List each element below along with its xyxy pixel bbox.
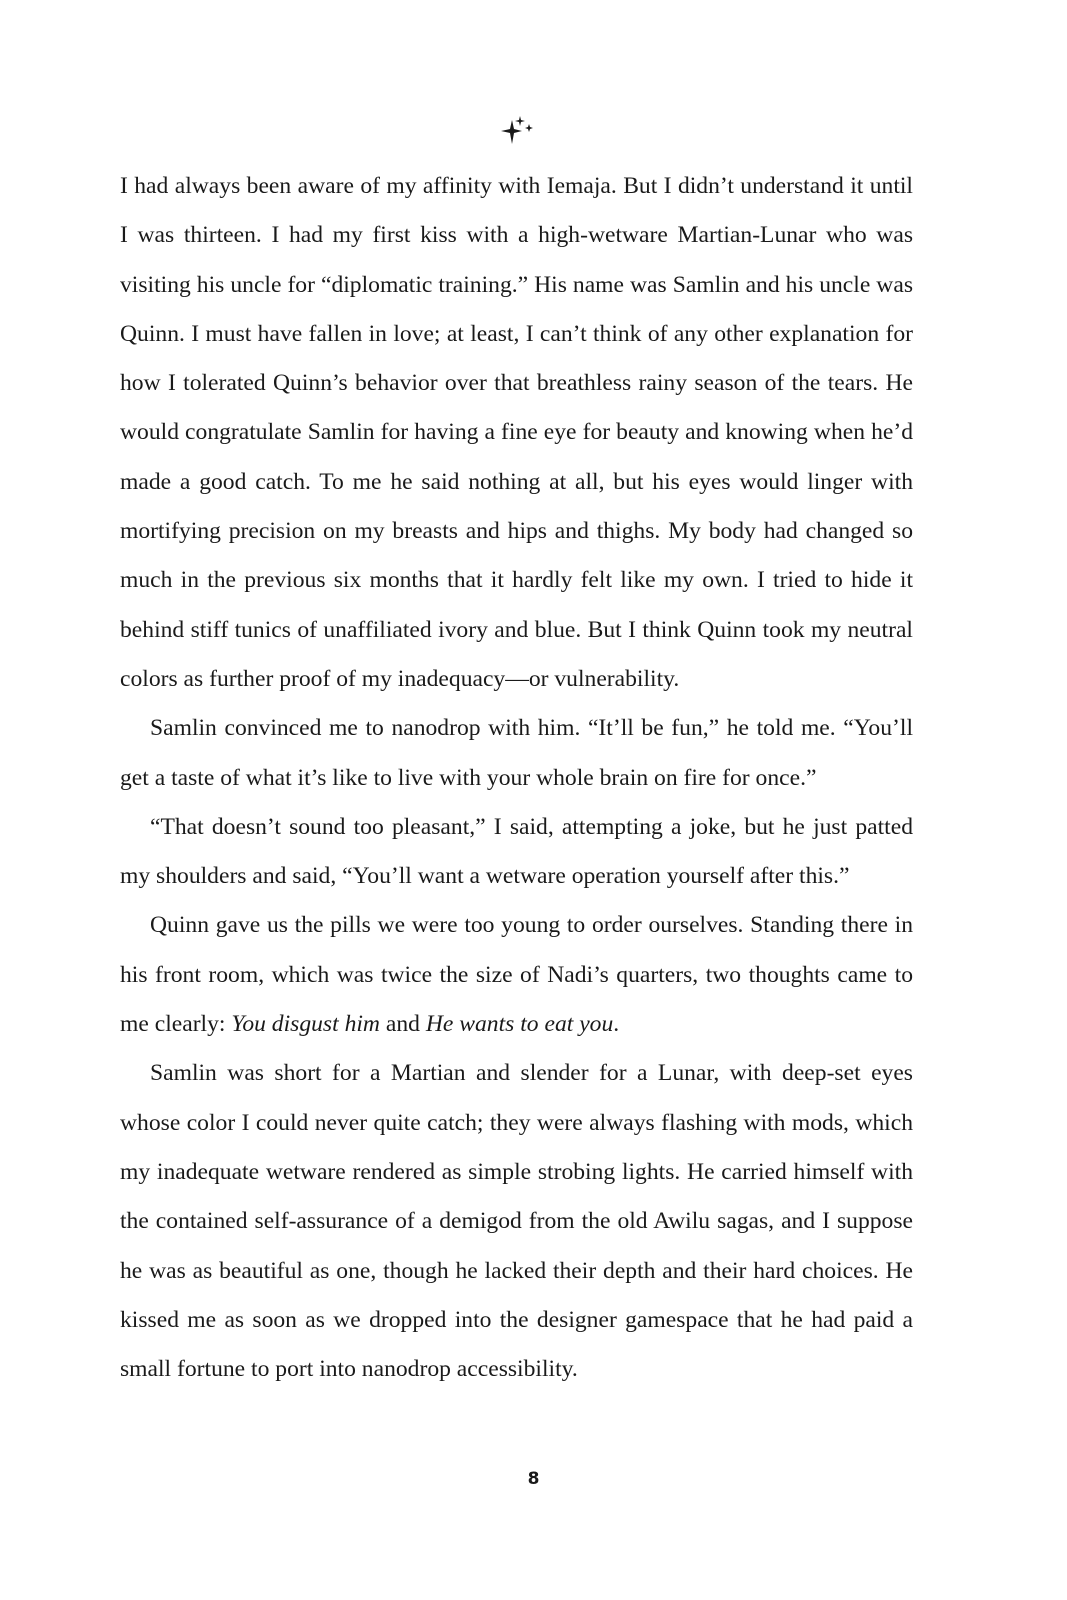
paragraph: I had always been aware of my affinity with Iemaja. But I didn’t understand it until I was thirteen. I had my first kiss with a high-wetware Martian-Lunar who was visiting his uncle for “diplomatic training.” His name was Samlin and his uncle was Quinn. I must have fallen in love; at least, I can’t think of any other explanation for how I tolerated Quinn’s behavior over that breathless rainy season of the tears. He would congratulate Samlin for having a fine eye for beauty and knowing when he’d made a good catch. To me he said nothing at all, but his eyes would linger with mortifying precision on my breasts and hips and thighs. My body had changed so much in the previous six months that it hardly felt like my own. I tried to hide it behind stiff tunics of unaffiliated ivory and blue. But I think Quinn took my neutral colors as further proof of my inadequacy—or vulnerability. bbox=[120, 173, 913, 692]
paragraph bbox=[120, 901, 913, 1049]
sparkle-stars-icon bbox=[498, 114, 538, 148]
body-text bbox=[120, 162, 913, 1394]
italic-phrase: He wants to eat you bbox=[425, 1011, 614, 1038]
paragraph-text: . bbox=[613, 1011, 620, 1038]
italic-phrase: You disgust him bbox=[231, 1011, 380, 1038]
paragraph: “That doesn’t sound too pleasant,” I said, attempting a joke, but he just patted my shoulders and said, “You’ll want a wetware operation yourself after this.” bbox=[120, 813, 913, 890]
paragraph: Samlin convinced me to nanodrop with him. “It’ll be fun,” he told me. “You’ll get a taste of what it’s like to live with your whole brain on fire for once.” bbox=[120, 715, 913, 791]
paragraph: Samlin was short for a Martian and slender for a Lunar, with deep-set eyes whose color I could never quite catch; they were always flashing with mods, which my inadequate wetware rendered as simple strobing lights. He carried himself with the contained self-assurance of a demigod from the old Awilu sagas, and I suppose he was as beautiful as one, though he lacked their depth and their hard choices. He kissed me as soon as we dropped into the designer gamespace that he had paid a small fortune to port into nanodrop accessibility. bbox=[120, 1060, 913, 1383]
page-number: 8 bbox=[527, 1469, 540, 1489]
paragraph-text: and bbox=[379, 1011, 426, 1038]
paragraph-text: Quinn gave us the pills we were too young to order ourselves. Standing there in his front room, which was twice the size of Nadi’s quarters, two thoughts came to me clearly: bbox=[120, 912, 913, 1038]
